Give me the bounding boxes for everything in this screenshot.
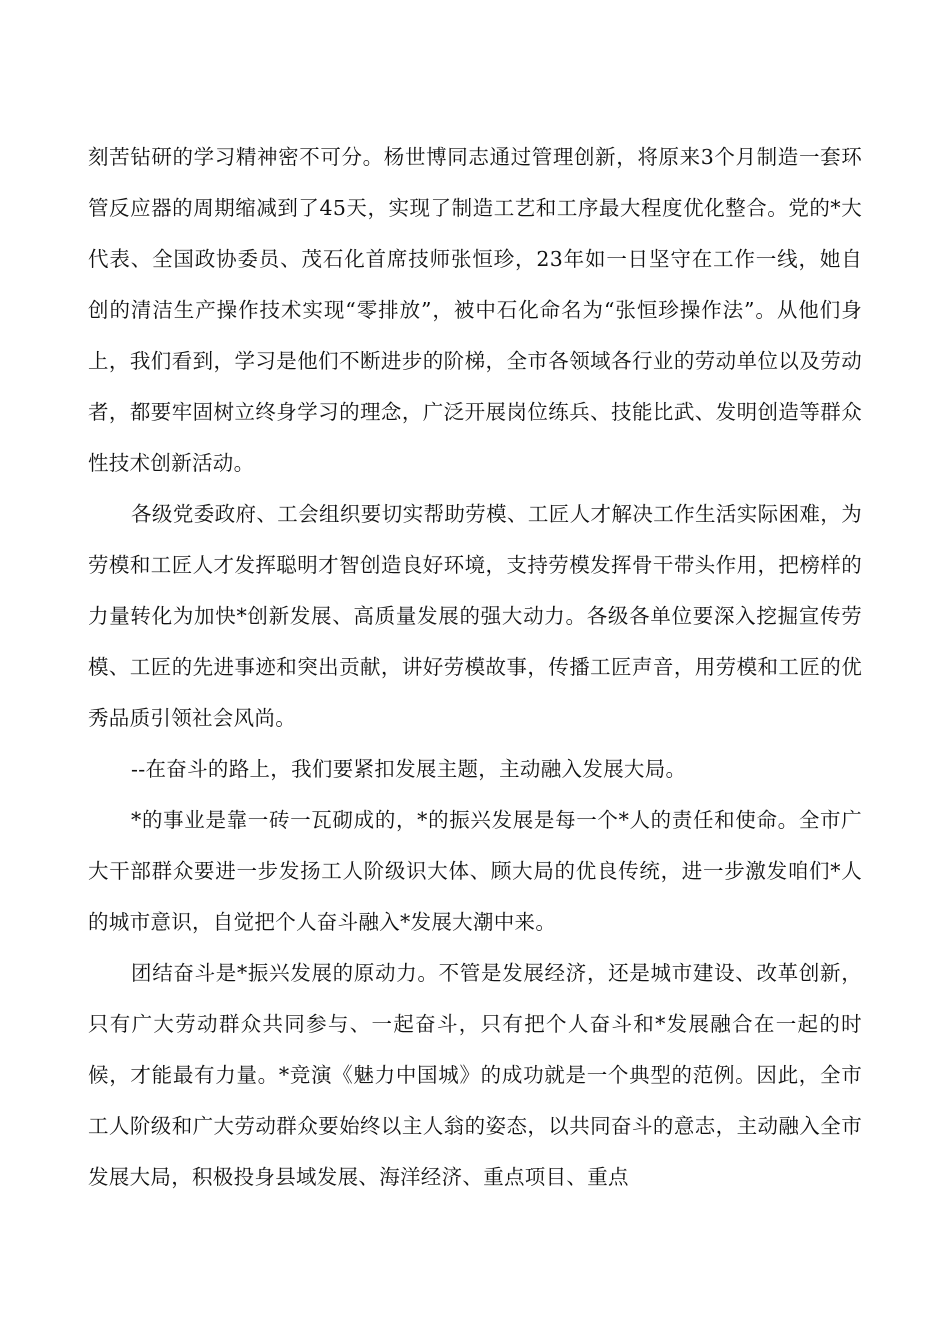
paragraph-2: 各级党委政府、工会组织要切实帮助劳模、工匠人才解决工作生活实际困难，为劳模和工匠人才发挥聪明才智创造良好环境，支持劳模发挥骨干带头作用，把榜样的力量转化为加快*创新发展、高质量发展的强大动力。各级各单位要深入挖掘宣传劳模、工匠的先进事迹和突出贡献，讲好劳模故事，传播工匠声音，用劳模和工匠的优秀品质引领社会风尚。 (88, 502, 862, 730)
paragraph-5: 团结奋斗是*振兴发展的原动力。不管是发展经济，还是城市建设、改革创新，只有广大劳动群众共同参与、一起奋斗，只有把个人奋斗和*发展融合在一起的时候，才能最有力量。*竞演《魅力中国城》的成功就是一个典型的范例。因此，全市工人阶级和广大劳动群众要始终以主人翁的姿态，以共同奋斗的意志，主动融入全市发展大局，积极投身县域发展、海洋经济、重点项目、重点 (88, 961, 862, 1189)
paragraph-4: *的事业是靠一砖一瓦砌成的，*的振兴发展是每一个*人的责任和使命。全市广大干部群众要进一步发扬工人阶级识大体、顾大局的优良传统，进一步激发咱们*人的城市意识，自觉把个人奋斗融入*发展大潮中来。 (88, 808, 862, 934)
paragraph-1: 刻苦钻研的学习精神密不可分。杨世博同志通过管理创新，将原来3个月制造一套环管反应器的周期缩减到了45天，实现了制造工艺和工序最大程度优化整合。党的*大代表、全国政协委员、茂石化首席技师张恒珍，23年如一日坚守在工作一线，她自创的清洁生产操作技术实现“零排放”，被中石化命名为“张恒珍操作法”。从他们身上，我们看到，学习是他们不断进步的阶梯，全市各领域各行业的劳动单位以及劳动者，都要牢固树立终身学习的理念，广泛开展岗位练兵、技能比武、发明创造等群众性技术创新活动。 (88, 145, 862, 475)
document-body (88, 132, 862, 1203)
paragraph-3: --在奋斗的路上，我们要紧扣发展主题，主动融入发展大局。 (131, 757, 687, 781)
